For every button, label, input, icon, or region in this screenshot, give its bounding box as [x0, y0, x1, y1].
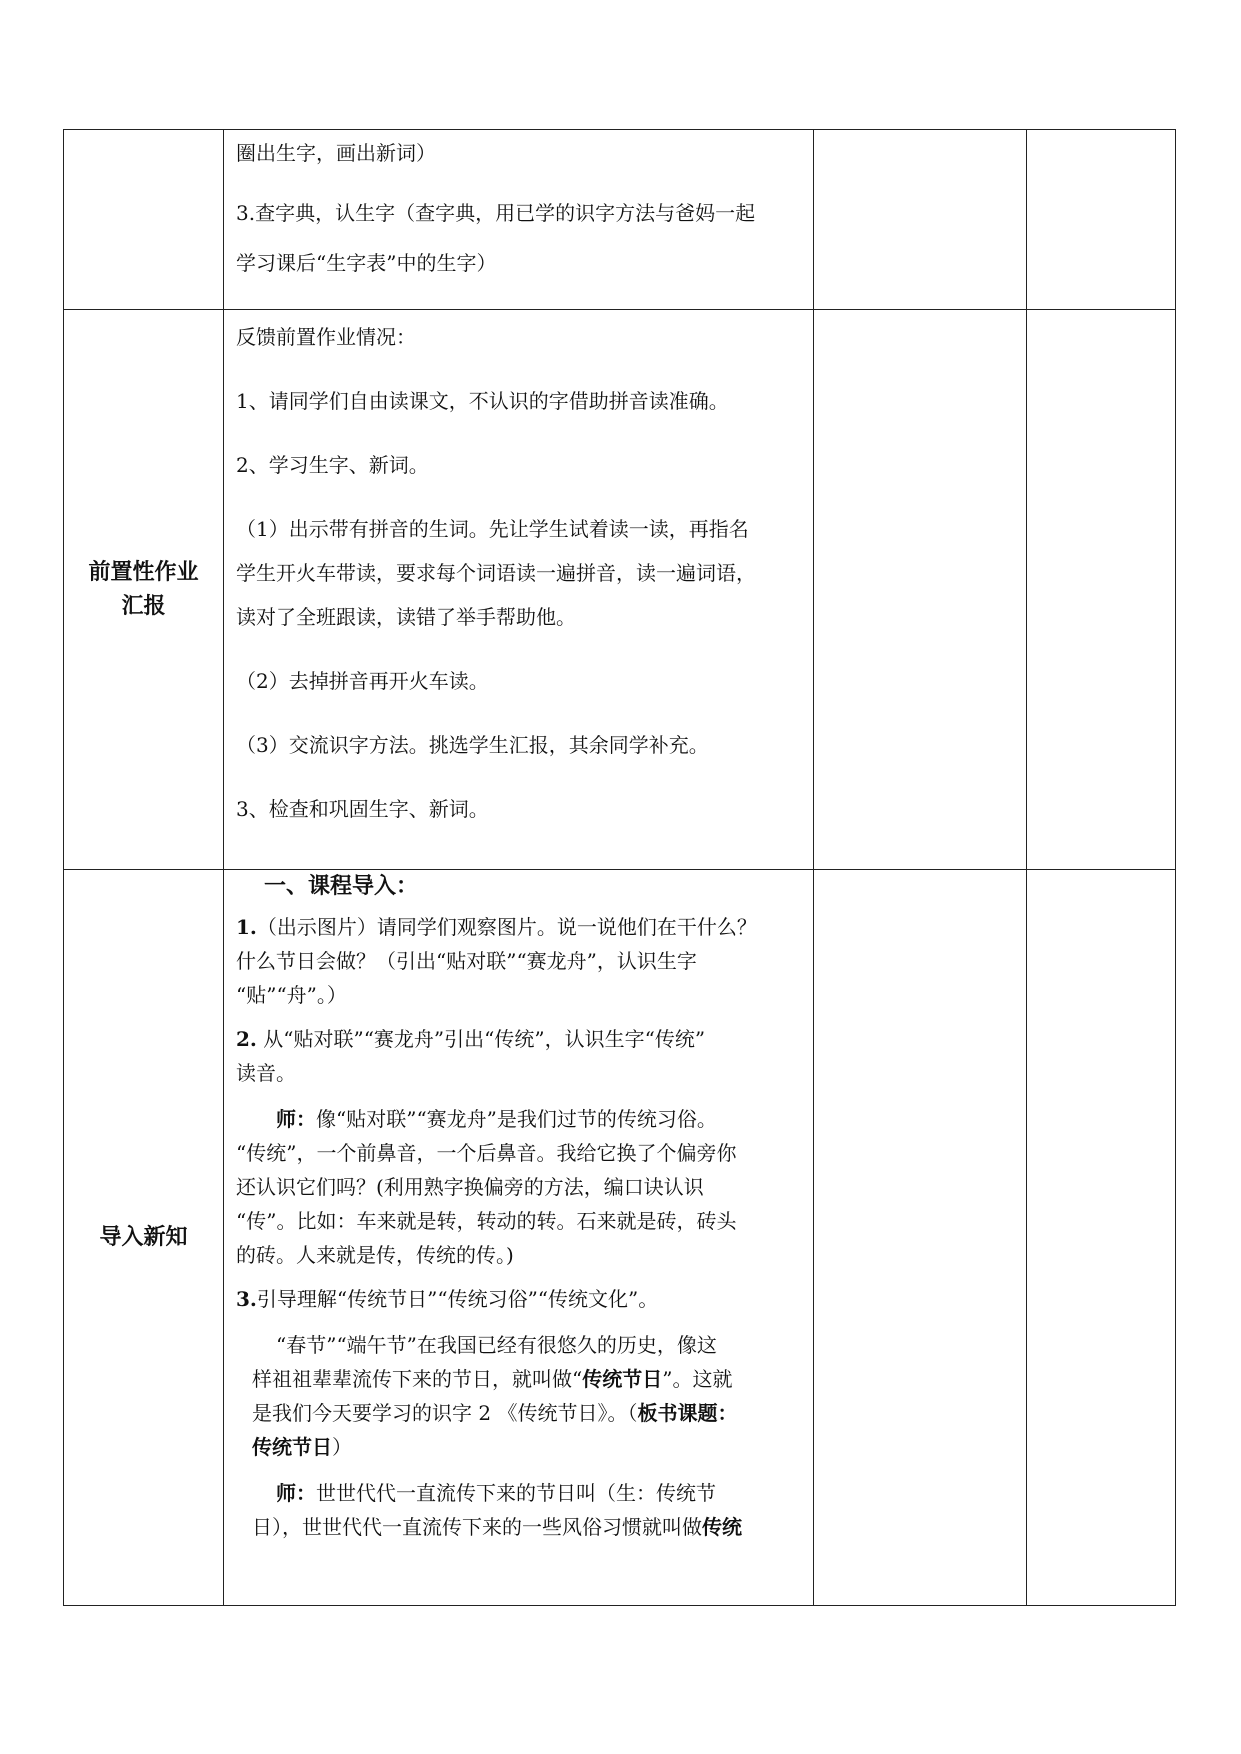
content-cell: [224, 310, 814, 870]
content-line: 还认识它们吗？(利用熟字换偏旁的方法，编口诀认识: [236, 1175, 704, 1199]
content-text: 世世代代一直流传下来的节日叫（生：传统节: [316, 1481, 716, 1505]
content-text-bold: 传统节日: [582, 1367, 663, 1391]
content-line: （1）出示带有拼音的生词。先让学生试着读一读，再指名: [236, 517, 749, 541]
teacher-label: 师：: [276, 1107, 316, 1131]
empty-cell: [814, 310, 1027, 870]
content-text: 样祖祖辈辈流传下来的节日，就叫做“: [252, 1367, 583, 1391]
item-number: 2.: [236, 1027, 257, 1051]
content-text-bold: 板书课题：: [637, 1401, 738, 1425]
content-line: “贴”“舟”。）: [236, 983, 347, 1007]
content-line: [236, 1396, 805, 1430]
row-label: [64, 310, 224, 870]
content-line: “传统”，一个前鼻音，一个后鼻音。我给它换了个偏旁你: [236, 1141, 737, 1165]
empty-cell: [1027, 130, 1176, 310]
empty-cell: [814, 130, 1027, 310]
content-text: 日），世世代代一直流传下来的一些风俗习惯就叫做: [252, 1515, 702, 1539]
item-number: 3.: [236, 1287, 257, 1311]
lesson-plan-table: [63, 129, 1176, 1606]
table-row: [64, 870, 1176, 1606]
empty-cell: [1027, 870, 1176, 1606]
content-text: ”。这就: [662, 1367, 733, 1391]
content-text: 像“贴对联”“赛龙舟”是我们过节的传统习俗。: [316, 1107, 717, 1131]
content-line: 读音。: [236, 1061, 296, 1085]
content-line: 3.查字典，认生字（查字典，用已学的识字方法与爸妈一起: [236, 201, 756, 225]
empty-cell: [814, 870, 1027, 1606]
content-text-bold: 传统节日: [252, 1435, 332, 1459]
content-text: 从“贴对联”“赛龙舟”引出“传统”，认识生字“传统”: [256, 1027, 706, 1051]
content-line: 圈出生字，画出新词）: [236, 141, 436, 165]
content-line: 3、检查和巩固生字、新词。: [236, 797, 489, 821]
content-text-bold: 传统: [702, 1515, 742, 1539]
table-row: [64, 130, 1176, 310]
content-line: [236, 1476, 805, 1510]
content-line: 学生开火车带读，要求每个词语读一遍拼音，读一遍词语，: [236, 561, 756, 585]
row-label-line: 前置性作业: [88, 559, 199, 585]
content-line: 的砖。人来就是传，传统的传。): [236, 1243, 514, 1267]
content-line: （2）去掉拼音再开火车读。: [236, 669, 489, 693]
content-text: ）: [332, 1435, 352, 1459]
content-line: 1、请同学们自由读课文，不认识的字借助拼音读准确。: [236, 389, 729, 413]
content-text: 是我们今天要学习的识字 2 《传统节日》。（: [252, 1401, 638, 1425]
content-line: 学习课后“生字表”中的生字）: [236, 251, 497, 275]
row-label: [64, 130, 224, 310]
content-line: [236, 1022, 805, 1056]
content-cell: [224, 130, 814, 310]
content-line: [236, 1362, 805, 1396]
teacher-label: 师：: [276, 1481, 316, 1505]
content-line: “传”。比如：车来就是转，转动的转。石来就是砖，砖头: [236, 1209, 737, 1233]
content-line: [236, 1510, 805, 1544]
content-text: （出示图片）请同学们观察图片。说一说他们在干什么？: [256, 915, 757, 939]
empty-cell: [1027, 310, 1176, 870]
item-number: 1.: [236, 915, 257, 939]
row-label: 导入新知: [64, 870, 224, 1606]
content-line: “春节”“端午节”在我国已经有很悠久的历史，像这: [276, 1333, 717, 1357]
content-line: [236, 910, 805, 944]
content-text: 引导理解“传统节日”“传统习俗”“传统文化”。: [256, 1287, 659, 1311]
content-line: [236, 1282, 805, 1316]
content-line: 读对了全班跟读，读错了举手帮助他。: [236, 605, 576, 629]
content-line: [236, 1102, 805, 1136]
content-line: （3）交流识字方法。挑选学生汇报，其余同学补充。: [236, 733, 709, 757]
content-line: 什么节日会做？（引出“贴对联”“赛龙舟”，认识生字: [236, 949, 697, 973]
section-heading: 一、课程导入：: [264, 874, 419, 899]
table-row: [64, 310, 1176, 870]
content-line: [236, 1430, 805, 1464]
row-label-line: 汇报: [121, 593, 166, 619]
content-line: 反馈前置作业情况：: [236, 325, 416, 349]
content-cell: [224, 870, 814, 1606]
content-line: 2、学习生字、新词。: [236, 453, 429, 477]
